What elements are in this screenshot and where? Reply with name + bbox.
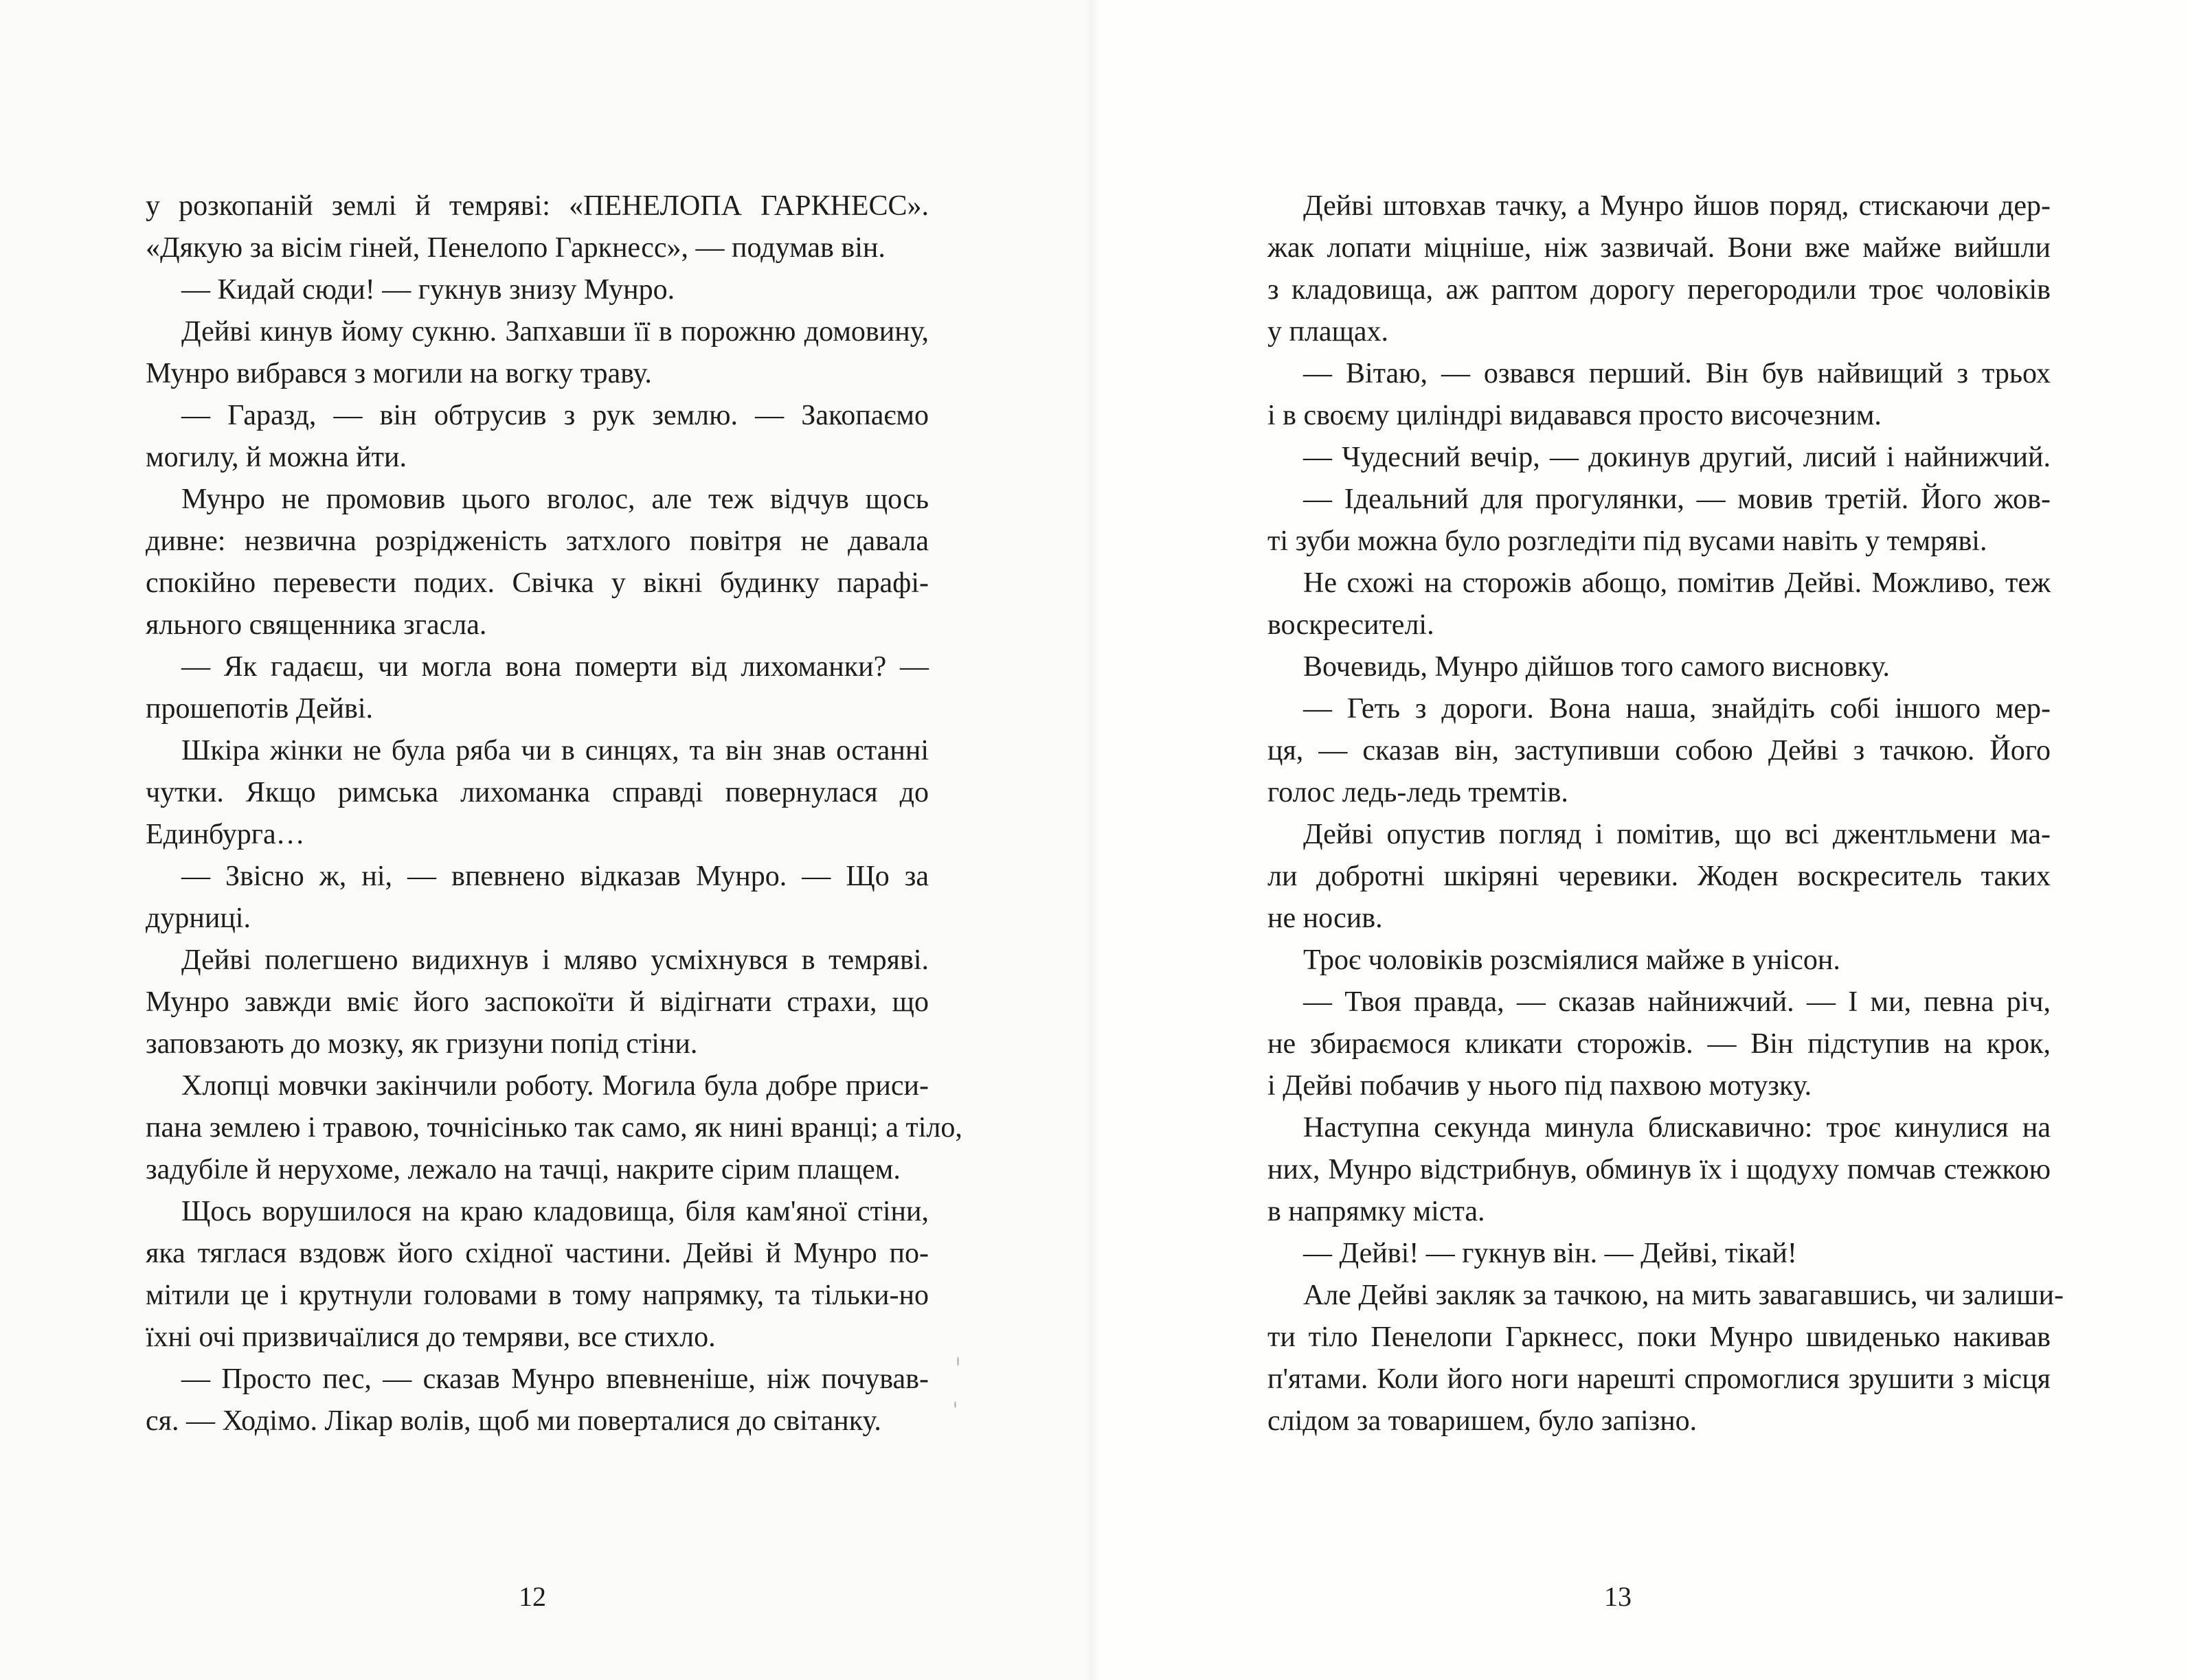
text-line: — Вітаю, — озвався перший. Він був найвищий з трьох	[1303, 358, 2051, 389]
text-line: і Дейві побачив у нього під пахвою мотузку.	[1267, 1070, 1812, 1102]
text-line: дурниці.	[146, 903, 251, 934]
text-line: Щось ворушилося на краю кладовища, біля кам'яної стіни,	[181, 1196, 929, 1227]
text-line: ця, — сказав він, заступивши собою Дейві з тачкою. Його	[1267, 735, 2051, 767]
text-line: «Дякую за вісім гіней, Пенелопо Гаркнесс», — подумав він.	[146, 232, 886, 264]
text-line: жак лопати міцніше, ніж зазвичай. Вони вже майже вийшли	[1267, 232, 2051, 264]
text-line: — Як гадаєш, чи могла вона померти від лихоманки? —	[181, 651, 929, 683]
text-line: — Просто пес, — сказав Мунро впевненіше, ніж почував-	[181, 1363, 929, 1395]
text-line: голос ледь-ледь тремтів.	[1267, 777, 1568, 808]
book-gutter	[1084, 0, 1101, 1680]
text-line: ли добротні шкіряні черевики. Жоден воскреситель таких	[1267, 861, 2051, 892]
text-line: з кладовища, аж раптом дорогу перегородили троє чоловіків	[1267, 274, 2051, 306]
text-line: Наступна секунда минула блискавично: троє кинулися на	[1303, 1112, 2051, 1144]
text-line: воскресителі.	[1267, 609, 1434, 641]
text-line: задубіле й нерухоме, лежало на тачці, накрите сірим плащем.	[146, 1154, 901, 1185]
text-line: прошепотів Дейві.	[146, 693, 374, 725]
text-line: Хлопці мовчки закінчили роботу. Могила була добре приси-	[181, 1070, 929, 1102]
text-line: Не схожі на сторожів абощо, помітив Дейві. Можливо, теж	[1303, 567, 2051, 599]
text-line: Шкіра жінки не була ряба чи в синцях, та він знав останні	[181, 735, 929, 767]
left-page	[0, 0, 1092, 1680]
text-line: — Чудесний вечір, — докинув другий, лисий і найнижчий.	[1303, 442, 2051, 473]
text-line: Але Дейві закляк за тачкою, на мить завагавшись, чи залиши-	[1303, 1280, 2064, 1311]
text-line: слідом за товаришем, було запізно.	[1267, 1405, 1698, 1437]
text-line: Дейві опустив погляд і помітив, що всі джентльмени ма-	[1303, 819, 2051, 850]
text-line: не збираємося кликати сторожів. — Він підступив на крок,	[1267, 1028, 2051, 1060]
text-line: і в своєму циліндрі видавався просто височезним.	[1267, 400, 1882, 431]
text-line: Дейві штовхав тачку, а Мунро йшов поряд, стискаючи дер-	[1303, 190, 2051, 222]
text-line: їхні очі призвичаїлися до темряви, все стихло.	[146, 1321, 716, 1353]
text-line: дивне: незвична розрідженість затхлого повітря не давала	[146, 525, 929, 557]
text-line: Вочевидь, Мунро дійшов того самого висновку.	[1303, 651, 1890, 683]
text-line: Мунро не промовив цього вголос, але теж відчув щось	[181, 484, 929, 515]
text-line: — Звісно ж, ні, — впевнено відказав Мунро. — Що за	[181, 861, 929, 892]
text-line: яка тяглася вздовж його східної частини. Дейві й Мунро по-	[146, 1238, 929, 1269]
paper-speck	[957, 1357, 959, 1366]
text-line: Мунро завжди вміє його заспокоїти й відігнати страхи, що	[146, 986, 929, 1018]
text-line: спокійно перевести подих. Свічка у вікні будинку парафі-	[146, 567, 929, 599]
text-line: Дейві полегшено видихнув і мляво усміхнувся в темряві.	[181, 944, 929, 976]
text-line: ся. — Ходімо. Лікар волів, щоб ми поверталися до світанку.	[146, 1405, 881, 1437]
text-line: — Ідеальний для прогулянки, — мовив третій. Його жов-	[1303, 484, 2051, 515]
text-line: ті зуби можна було розгледіти під вусами навіть у темряві.	[1267, 525, 1987, 557]
left-page-number: 12	[519, 1581, 546, 1612]
text-line: в напрямку міста.	[1267, 1196, 1485, 1227]
text-line: — Дейві! — гукнув він. — Дейві, тікай!	[1303, 1238, 1797, 1269]
left-page-text	[146, 185, 962, 1442]
text-line: могилу, й можна йти.	[146, 442, 407, 473]
text-line: пана землею і травою, точнісінько так само, як нині вранці; а тіло,	[146, 1112, 962, 1144]
text-line: ти тіло Пенелопи Гаркнесс, поки Мунро швиденько накивав	[1267, 1321, 2051, 1353]
text-line: у розкопаній землі й темряві: «ПЕНЕЛОПА ГАРКНЕСС».	[146, 190, 929, 222]
text-line: мітили це і крутнули головами в тому напрямку, та тільки-но	[146, 1280, 929, 1311]
text-line: заповзають до мозку, як гризуни попід стіни.	[146, 1028, 698, 1060]
text-line: — Твоя правда, — сказав найнижчий. — І ми, певна річ,	[1303, 986, 2051, 1018]
text-line: у плащах.	[1267, 316, 1389, 348]
right-page	[1092, 0, 2188, 1680]
text-line: п'ятами. Коли його ноги нарешті спромоглися зрушити з місця	[1267, 1363, 2051, 1395]
right-page-text	[1267, 185, 2064, 1442]
right-page-number: 13	[1604, 1581, 1632, 1612]
paper-speck	[954, 1401, 956, 1408]
text-line: — Гаразд, — він обтрусив з рук землю. — Закопаємо	[181, 400, 929, 431]
text-line: Троє чоловіків розсміялися майже в унісон.	[1303, 944, 1840, 976]
text-line: них, Мунро відстрибнув, обминув їх і щодуху помчав стежкою	[1267, 1154, 2051, 1185]
text-line: — Кидай сюди! — гукнув знизу Мунро.	[181, 274, 675, 306]
text-line: Единбурга…	[146, 819, 305, 850]
text-line: Дейві кинув йому сукню. Запхавши її в порожню домовину,	[181, 316, 929, 348]
text-line: Мунро вибрався з могили на вогку траву.	[146, 358, 652, 389]
text-line: — Геть з дороги. Вона наша, знайдіть собі іншого мер-	[1303, 693, 2051, 725]
text-line: чутки. Якщо римська лихоманка справді повернулася до	[146, 777, 929, 808]
text-line: не носив.	[1267, 903, 1383, 934]
text-line: яльного священника згасла.	[146, 609, 487, 641]
